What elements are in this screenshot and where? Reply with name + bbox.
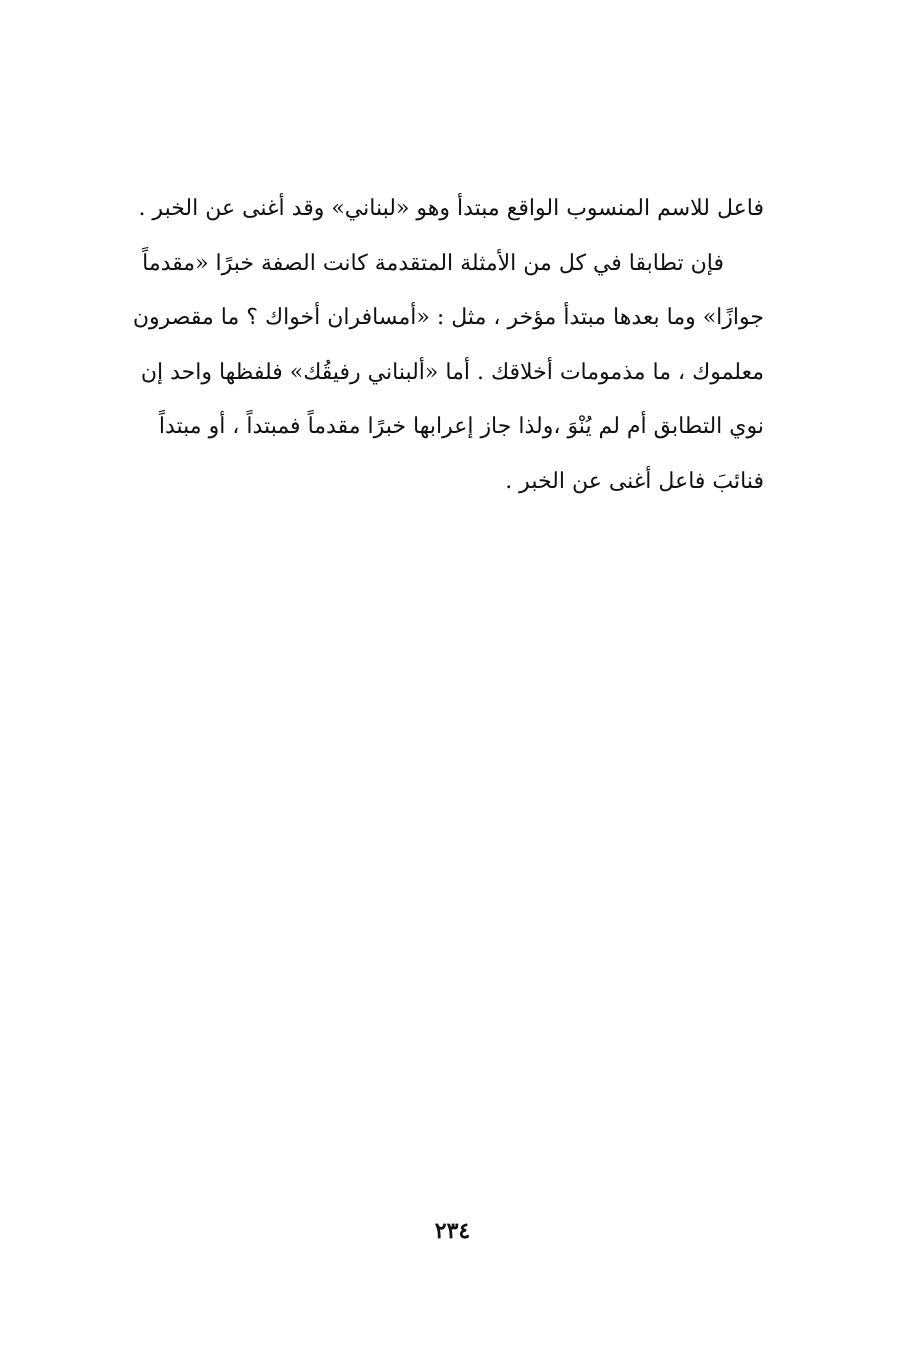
text-line-1: فاعل للاسم المنسوب الواقع مبتدأ وهو «لبناني» وقد أغنى عن الخبر . (138, 196, 764, 221)
text-line-5: نوي التطابق أم لم يُنْوَ ،ولذا جاز إعرابها خبرًا مقدماً فمبتداً ، أو مبتداً (158, 414, 764, 439)
text-line-2: فإن تطابقا في كل من الأمثلة المتقدمة كانت الصفة خبرًا «مقدماً (142, 250, 724, 276)
text-line-6: فنائبَ فاعل أغنى عن الخبر . (505, 468, 764, 494)
text-line-3: جوازًا» وما بعدها مبتدأ مؤخر ، مثل : «أمسافران أخواك ؟ ما مقصرون (132, 305, 764, 330)
body-text (92, 182, 764, 509)
page-number: ٢٣٤ (434, 1218, 471, 1244)
text-line-4: معلموك ، ما مذمومات أخلاقك . أما «ألبناني رفيقُك» فلفظها واحد إن (140, 359, 764, 385)
